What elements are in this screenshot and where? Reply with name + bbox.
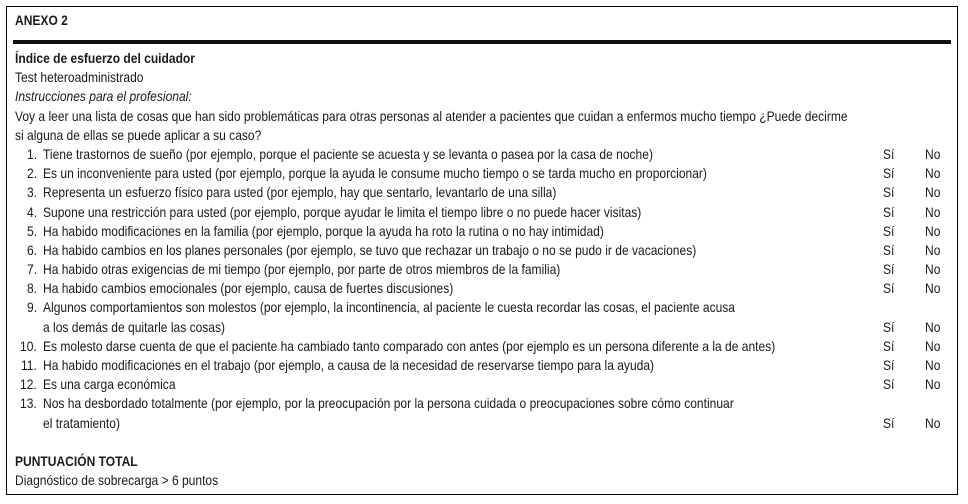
answer-no-label: No <box>925 376 941 393</box>
question-row <box>15 241 947 260</box>
question-number <box>15 203 39 222</box>
diagnosis-text: Diagnóstico de sobrecarga > 6 puntos <box>15 471 219 488</box>
test-subtitle: Test heteroadministrado <box>15 69 144 86</box>
answer-yes <box>883 279 913 298</box>
answer-no <box>925 356 955 375</box>
question-text <box>43 203 739 222</box>
question-text-line: Es molesto darse cuenta de que el paciente ha cambiado tanto comparado con antes (por ejemplo es un persona diferente a la de antes) <box>43 337 776 354</box>
intro-text-line2: si alguna de ellas se puede aplicar a su caso? <box>15 126 262 143</box>
question-row <box>15 394 947 413</box>
answer-no-label: No <box>925 165 941 182</box>
question-text <box>43 356 754 375</box>
question-text-line: Algunos comportamientos son molestos (por ejemplo, la incontinencia, al paciente le cuesta recordar las cosas, el paciente acusa <box>43 299 736 316</box>
answer-no <box>925 164 955 183</box>
question-row <box>15 203 947 222</box>
answer-no <box>925 279 955 298</box>
answer-yes <box>883 337 913 356</box>
question-row <box>15 375 947 394</box>
question-row <box>15 164 947 183</box>
question-number-text: 4. <box>27 203 38 220</box>
answer-no-label: No <box>925 261 941 278</box>
answer-yes-label: Sí <box>883 337 895 354</box>
answer-yes-label: Sí <box>883 184 895 201</box>
answer-yes <box>883 260 913 279</box>
question-text-line: Supone una restricción para usted (por ejemplo, porque ayudar le limita el tiempo libre o no puede hacer visitas) <box>43 203 642 220</box>
answer-no <box>925 145 955 164</box>
question-number <box>15 145 39 164</box>
question-text-line: Ha habido cambios en los planes personales (por ejemplo, se tuvo que rechazar un trabajo o no se pudo ir de vacaciones) <box>43 241 697 258</box>
answer-no <box>925 375 955 394</box>
question-row <box>15 183 947 202</box>
question-number-text: 3. <box>27 184 38 201</box>
question-row <box>15 337 947 356</box>
answer-no-label: No <box>925 222 941 239</box>
question-list <box>15 145 947 433</box>
answer-yes-label: Sí <box>883 280 895 297</box>
answer-yes <box>883 145 913 164</box>
question-text <box>43 145 752 164</box>
answer-no-label: No <box>925 203 941 220</box>
intro-text-line1: Voy a leer una lista de cosas que han sido problemáticas para otras personas al atender a pacientes que cuidan a enfermos mucho tiempo ¿Puede decirme <box>15 107 848 124</box>
question-number-text: 7. <box>27 261 38 278</box>
question-text <box>43 394 846 413</box>
question-text-line: Tiene trastornos de sueño (por ejemplo, porque el paciente se acuesta y se levanta o pasea por la casa de noche) <box>43 145 653 162</box>
annex-frame <box>6 6 958 495</box>
answer-yes <box>883 241 913 260</box>
answer-yes <box>883 318 913 337</box>
answer-no <box>925 318 955 337</box>
question-text <box>43 164 815 183</box>
question-number <box>15 279 39 298</box>
answer-no <box>925 241 955 260</box>
answer-no-label: No <box>925 318 941 335</box>
index-title: Índice de esfuerzo del cuidador <box>15 50 195 66</box>
question-number <box>15 337 39 356</box>
question-row <box>15 279 947 298</box>
question-text <box>43 337 894 356</box>
question-text <box>43 298 848 317</box>
question-row <box>15 222 947 241</box>
question-text-line: Nos ha desbordado totalmente (por ejemplo, por la preocupación por la persona cuidada o preocupaciones sobre cómo continuar <box>43 395 734 412</box>
question-number-text: 2. <box>27 165 38 182</box>
question-number-text: 11. <box>20 357 37 373</box>
answer-yes-label: Sí <box>883 357 895 373</box>
answer-yes-label: Sí <box>883 241 895 258</box>
question-number <box>15 222 39 241</box>
question-row-continuation <box>15 318 947 337</box>
question-number-text: 13. <box>19 395 37 412</box>
question-text-line2: el tratamiento) <box>43 414 120 431</box>
answer-yes-label: Sí <box>883 165 895 182</box>
question-number <box>15 375 39 394</box>
question-text <box>43 414 132 433</box>
answer-no <box>925 183 955 202</box>
question-number <box>15 183 39 202</box>
question-text-line: Ha habido otras exigencias de mi tiempo (por ejemplo, por parte de otros miembros de la familia) <box>43 261 561 278</box>
question-number-text: 8. <box>27 280 38 297</box>
question-row <box>15 145 947 164</box>
answer-no-label: No <box>925 414 941 431</box>
answer-no-label: No <box>925 184 941 201</box>
question-row <box>15 356 947 375</box>
answer-yes <box>883 375 913 394</box>
question-text <box>43 241 803 260</box>
question-number-text: 6. <box>27 241 38 258</box>
question-text <box>43 318 255 337</box>
answer-yes-label: Sí <box>883 414 895 431</box>
question-number-text: 5. <box>27 222 38 239</box>
answer-no <box>925 414 955 433</box>
answer-no-label: No <box>925 145 941 162</box>
question-text <box>43 183 640 202</box>
question-row <box>15 260 947 279</box>
question-text-line2: a los demás de quitarle las cosas) <box>43 318 226 335</box>
question-number-text: 9. <box>27 299 38 316</box>
question-number <box>15 394 39 413</box>
question-text <box>43 375 197 394</box>
header-rule <box>13 40 951 44</box>
answer-no-label: No <box>925 241 941 258</box>
question-number <box>15 356 39 375</box>
answer-yes-label: Sí <box>883 261 895 278</box>
instructions-label: Instrucciones para el profesional: <box>15 88 192 105</box>
answer-yes <box>883 183 913 202</box>
question-number <box>15 260 39 279</box>
answer-yes-label: Sí <box>883 222 895 239</box>
answer-yes <box>883 164 913 183</box>
answer-yes-label: Sí <box>883 203 895 220</box>
question-text-line: Ha habido modificaciones en el trabajo (por ejemplo, a causa de la necesidad de reservarse tiempo para la ayuda) <box>43 357 655 373</box>
question-text <box>43 279 520 298</box>
answer-no-label: No <box>925 280 941 297</box>
question-text <box>43 222 695 241</box>
answer-yes <box>883 222 913 241</box>
question-number-text: 10. <box>19 337 37 354</box>
answer-no-label: No <box>925 337 941 354</box>
answer-yes <box>883 356 913 375</box>
question-text <box>43 260 645 279</box>
answer-yes-label: Sí <box>883 318 895 335</box>
question-number <box>15 298 39 317</box>
question-row-continuation <box>15 414 947 433</box>
answer-yes <box>883 203 913 222</box>
question-text-line: Es un inconveniente para usted (por ejemplo, porque la ayuda le consume mucho tiempo o se tarda mucho en proporcionar) <box>43 165 707 182</box>
annex-label: ANEXO 2 <box>15 12 68 28</box>
question-number-text: 12. <box>19 376 37 393</box>
answer-no <box>925 222 955 241</box>
answer-yes-label: Sí <box>883 145 895 162</box>
total-score-label: PUNTUACIÓN TOTAL <box>15 452 138 469</box>
answer-no <box>925 260 955 279</box>
annex-content <box>15 49 947 490</box>
question-text-line: Representa un esfuerzo físico para usted (por ejemplo, hay que sentarlo, levantarlo de una silla) <box>43 184 557 201</box>
answer-no <box>925 203 955 222</box>
answer-yes-label: Sí <box>883 376 895 393</box>
question-number <box>15 164 39 183</box>
question-number-text: 1. <box>27 145 38 162</box>
question-text-line: Ha habido modificaciones en la familia (por ejemplo, porque la ayuda ha roto la rutina o no hay intimidad) <box>43 222 604 239</box>
question-number <box>15 241 39 260</box>
answer-yes <box>883 414 913 433</box>
question-text-line: Ha habido cambios emocionales (por ejemplo, causa de fuertes discusiones) <box>43 280 454 297</box>
answer-no-label: No <box>925 357 941 373</box>
answer-no <box>925 337 955 356</box>
question-row <box>15 298 947 317</box>
question-text-line: Es una carga económica <box>43 376 176 393</box>
